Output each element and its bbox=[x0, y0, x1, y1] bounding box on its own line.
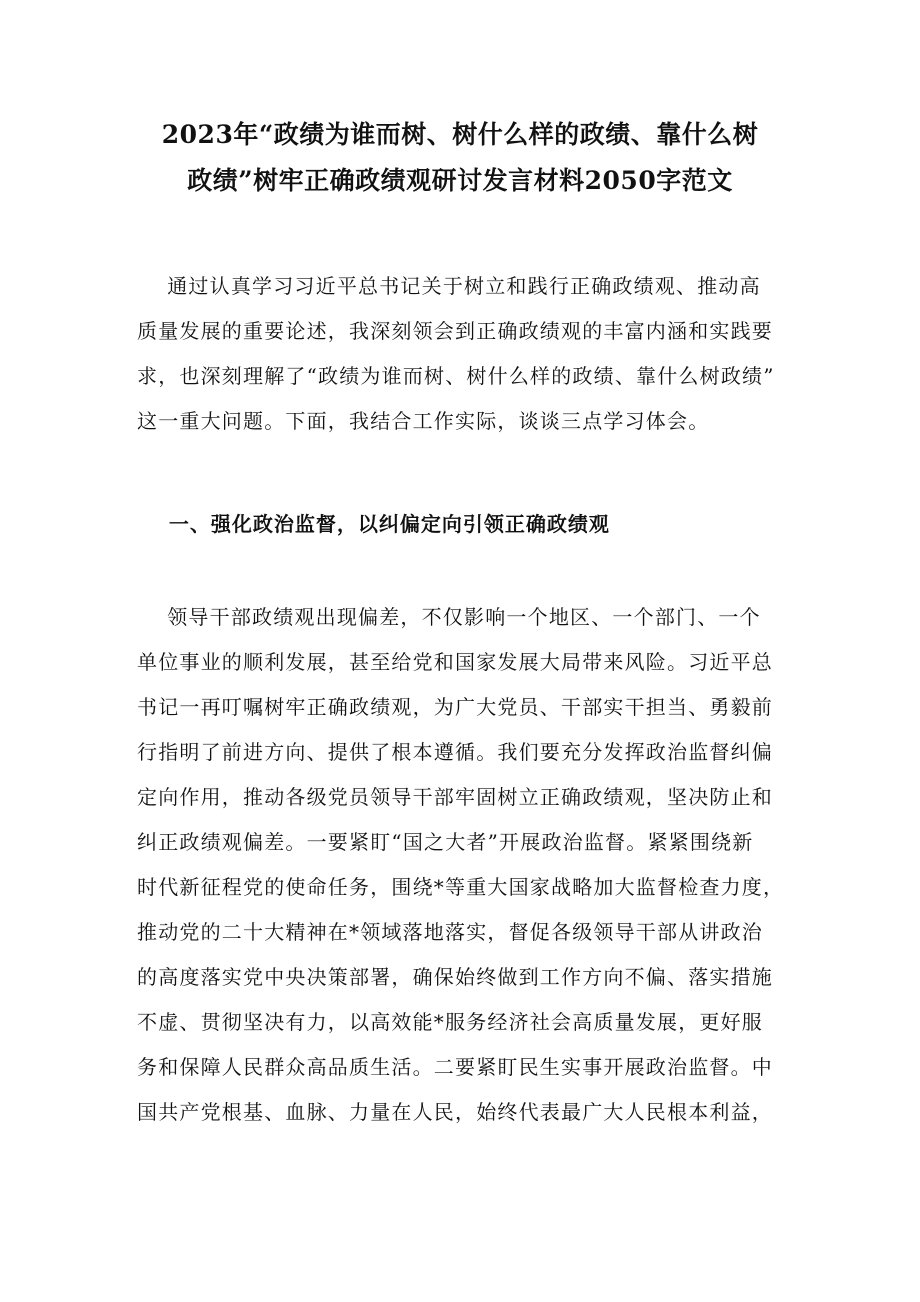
title-line: 政绩”树牢正确政绩观研讨发言材料2050字范文 bbox=[187, 166, 733, 195]
paragraph-line: 通过认真学习习近平总书记关于树立和践行正确政绩观、推动高 bbox=[137, 274, 761, 298]
paragraph-line: 推动党的二十大精神在*领域落地落实，督促各级领导干部从讲政治 bbox=[137, 920, 763, 944]
paragraph-line: 纠正政绩观偏差。一要紧盯“国之大者”开展政治监督。紧紧围绕新 bbox=[137, 830, 754, 854]
paragraph-line: 务和保障人民群众高品质生活。二要紧盯民生实事开展政治监督。中 bbox=[137, 1055, 773, 1079]
intro-paragraph bbox=[137, 264, 797, 444]
paragraph-line: 单位事业的顺利发展，甚至给党和国家发展大局带来风险。习近平总 bbox=[137, 650, 773, 674]
section-body-paragraph bbox=[137, 595, 797, 1135]
paragraph-line: 国共产党根基、血脉、力量在人民，始终代表最广大人民根本利益， bbox=[137, 1100, 773, 1124]
paragraph-line: 行指明了前进方向、提供了根本遵循。我们要充分发挥政治监督纠偏 bbox=[137, 740, 773, 764]
paragraph-line: 这一重大问题。下面，我结合工作实际，谈谈三点学习体会。 bbox=[137, 409, 710, 433]
paragraph-line: 不虚、贯彻坚决有力，以高效能*服务经济社会高质量发展，更好服 bbox=[137, 1010, 763, 1034]
section-heading: 一、强化政治监督，以纠偏定向引领正确政绩观 bbox=[137, 512, 610, 536]
paragraph-line: 书记一再叮嘱树牢正确政绩观，为广大党员、干部实干担当、勇毅前 bbox=[137, 695, 773, 719]
paragraph-line: 时代新征程党的使命任务，围绕*等重大国家战略加大监督检查力度， bbox=[137, 875, 785, 899]
paragraph-line: 领导干部政绩观出现偏差，不仅影响一个地区、一个部门、一个 bbox=[137, 605, 761, 629]
title-line: 2023年“政绩为谁而树、树什么样的政绩、靠什么树 bbox=[161, 120, 759, 149]
document-title bbox=[120, 112, 800, 204]
paragraph-line: 求，也深刻理解了“政绩为谁而树、树什么样的政绩、靠什么树政绩” bbox=[137, 364, 775, 388]
paragraph-line: 定向作用，推动各级党员领导干部牢固树立正确政绩观，坚决防止和 bbox=[137, 785, 773, 809]
paragraph-line: 质量发展的重要论述，我深刻领会到正确政绩观的丰富内涵和实践要 bbox=[137, 319, 773, 343]
paragraph-line: 的高度落实党中央决策部署，确保始终做到工作方向不偏、落实措施 bbox=[137, 965, 773, 989]
